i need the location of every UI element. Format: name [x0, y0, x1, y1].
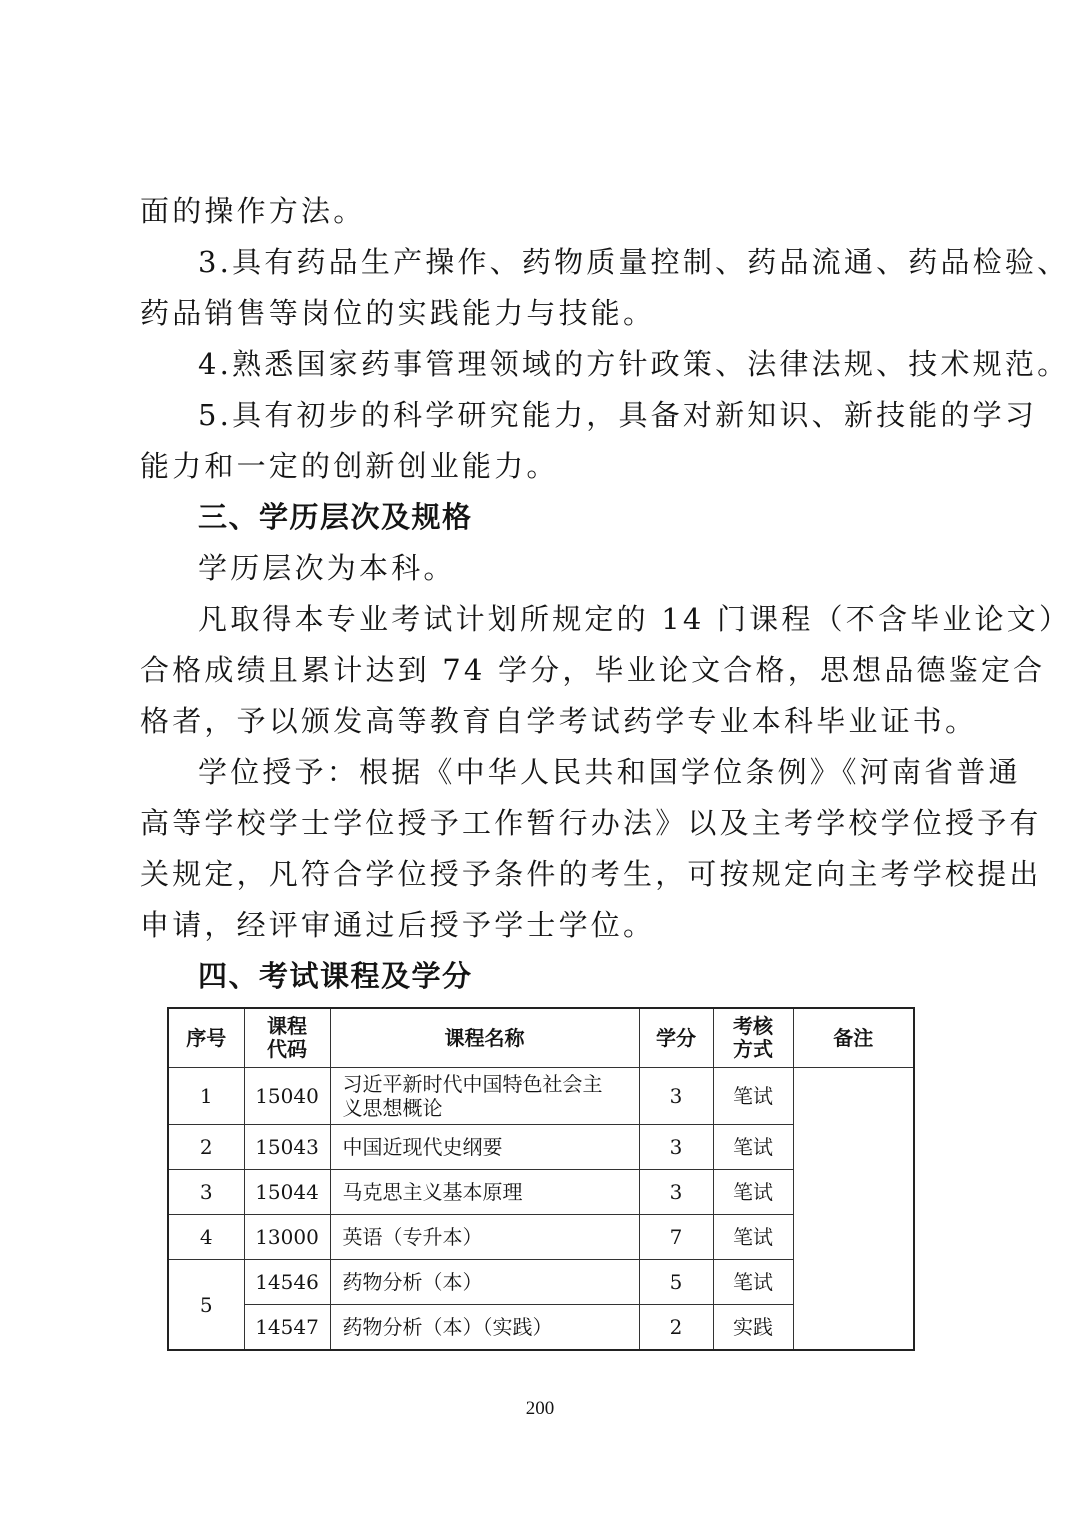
cell-credit: 5	[639, 1260, 713, 1305]
cell-code: 14546	[244, 1260, 330, 1305]
paragraph-line: 关规定，凡符合学位授予条件的考生，可按规定向主考学校提出	[140, 857, 1042, 891]
cell-method: 笔试	[713, 1215, 793, 1260]
cell-code: 15043	[244, 1125, 330, 1170]
page-number: 200	[525, 1398, 555, 1419]
cell-seq: 4	[168, 1215, 244, 1260]
table-header-row	[168, 1008, 914, 1068]
cell-credit: 2	[639, 1305, 713, 1351]
header-note: 备注	[793, 1008, 914, 1068]
paragraph-line: 格者，予以颁发高等教育自学考试药学专业本科毕业证书。	[140, 704, 978, 738]
header-code: 课程 代码	[244, 1008, 330, 1068]
cell-name: 英语（专升本）	[330, 1215, 639, 1260]
cell-credit: 3	[639, 1170, 713, 1215]
cell-seq: 3	[168, 1170, 244, 1215]
header-seq: 序号	[168, 1008, 244, 1068]
document-body	[140, 186, 1072, 1002]
section-heading-3: 三、学历层次及规格	[198, 500, 473, 534]
cell-method: 笔试	[713, 1260, 793, 1305]
cell-code: 13000	[244, 1215, 330, 1260]
cell-code: 14547	[244, 1305, 330, 1351]
cell-seq: 2	[168, 1125, 244, 1170]
cell-credit: 3	[639, 1068, 713, 1125]
course-table-wrapper	[167, 1007, 913, 1351]
table-row	[168, 1068, 914, 1125]
cell-name: 药物分析（本）（实践）	[330, 1305, 639, 1351]
cell-method: 笔试	[713, 1068, 793, 1125]
cell-name: 马克思主义基本原理	[330, 1170, 639, 1215]
paragraph-line: 合格成绩且累计达到 74 学分，毕业论文合格，思想品德鉴定合	[140, 653, 1046, 687]
cell-seq: 1	[168, 1068, 244, 1125]
cell-name: 中国近现代史纲要	[330, 1125, 639, 1170]
paragraph-line: 凡取得本专业考试计划所规定的 14 门课程（不含毕业论文）	[198, 602, 1072, 636]
cell-name: 药物分析（本）	[330, 1260, 639, 1305]
paragraph-line: 高等学校学士学位授予工作暂行办法》以及主考学校学位授予有	[140, 806, 1042, 840]
cell-note	[793, 1068, 914, 1351]
cell-method: 笔试	[713, 1170, 793, 1215]
paragraph-line: 学位授予：根据《中华人民共和国学位条例》《河南省普通	[198, 755, 1021, 789]
header-name: 课程名称	[330, 1008, 639, 1068]
cell-code: 15040	[244, 1068, 330, 1125]
paragraph-line: 4.熟悉国家药事管理领域的方针政策、法律法规、技术规范。	[198, 347, 1070, 381]
paragraph-line: 面的操作方法。	[140, 194, 366, 228]
cell-code: 15044	[244, 1170, 330, 1215]
course-table	[167, 1007, 915, 1351]
cell-seq: 5	[168, 1260, 244, 1351]
paragraph-line: 能力和一定的创新创业能力。	[140, 449, 559, 483]
paragraph-line: 药品销售等岗位的实践能力与技能。	[140, 296, 656, 330]
cell-name: 习近平新时代中国特色社会主 义思想概论	[330, 1068, 639, 1125]
paragraph-line: 申请，经评审通过后授予学士学位。	[140, 908, 656, 942]
cell-credit: 3	[639, 1125, 713, 1170]
paragraph-line: 3.具有药品生产操作、药物质量控制、药品流通、药品检验、	[198, 245, 1070, 279]
cell-method: 笔试	[713, 1125, 793, 1170]
paragraph-line: 学历层次为本科。	[198, 551, 456, 585]
header-credit: 学分	[639, 1008, 713, 1068]
header-method: 考核 方式	[713, 1008, 793, 1068]
cell-method: 实践	[713, 1305, 793, 1351]
paragraph-line: 5.具有初步的科学研究能力，具备对新知识、新技能的学习	[198, 398, 1038, 432]
section-heading-4: 四、考试课程及学分	[198, 959, 473, 993]
cell-credit: 7	[639, 1215, 713, 1260]
